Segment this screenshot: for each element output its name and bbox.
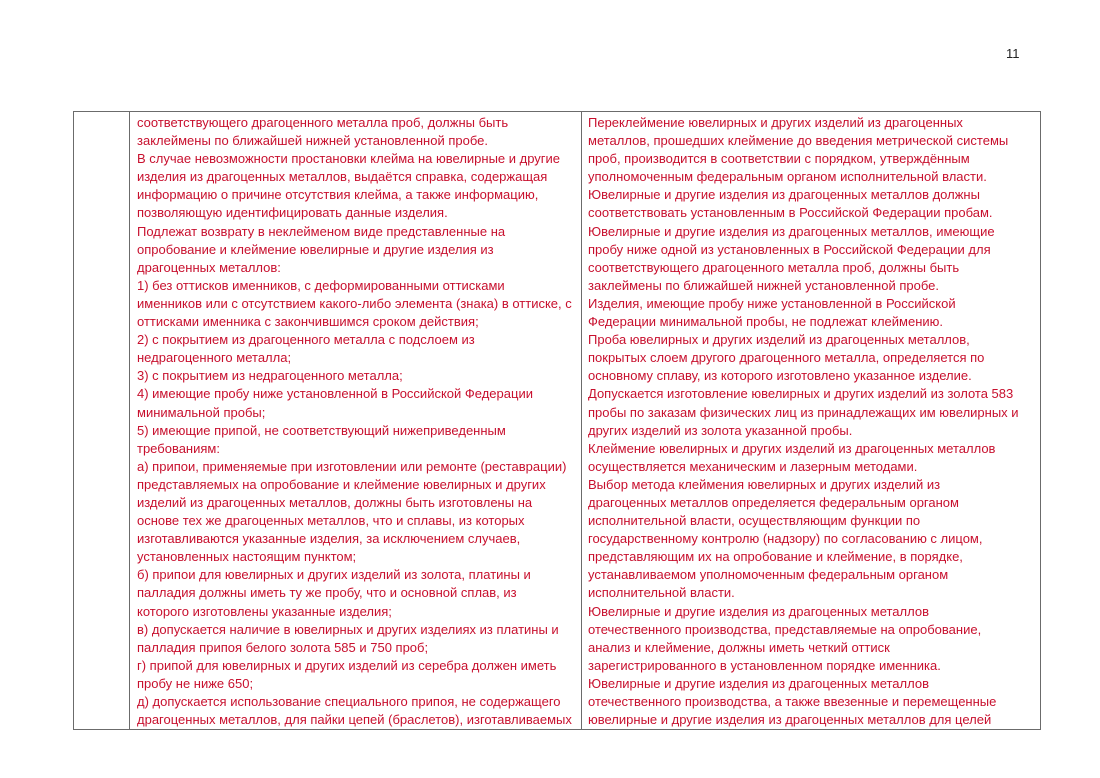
- text-line: Переклеймение ювелирных и других изделий из драгоценных: [588, 115, 963, 130]
- text-line: драгоценных металлов, для пайки цепей (браслетов), изготавливаемых: [137, 712, 572, 728]
- text-line: основе тех же драгоценных металлов, что и сплавы, из которых: [137, 513, 525, 529]
- text-line: представляемых на опробование и клеймение ювелирных и других: [137, 476, 546, 492]
- left-text-cell: [130, 112, 582, 730]
- text-line: металлов, прошедших клеймение до введения метрической системы: [588, 133, 1009, 149]
- text-line: 1) без оттисков именников, с деформированными оттисками: [137, 277, 505, 293]
- text-line: пробу ниже одной из установленных в Российской Федерации для: [588, 241, 991, 257]
- text-line: палладия припоя белого золота 585 и 750 проб;: [137, 639, 429, 655]
- text-line: государственному контролю (надзору) по согласованию с лицом,: [588, 531, 983, 547]
- text-line: покрытых слоем другого драгоценного металла, определяется по: [588, 350, 985, 366]
- text-line: Допускается изготовление ювелирных и других изделий из золота 583: [588, 386, 1014, 402]
- text-line: драгоценных металлов:: [137, 259, 281, 275]
- text-line: палладия должны иметь ту же пробу, что и основной сплав, из: [137, 585, 517, 601]
- text-line: оттисками именника с закончившимся сроком действия;: [137, 314, 479, 330]
- text-line: минимальной пробы;: [137, 404, 266, 420]
- text-line: других изделий из золота указанной пробы.: [588, 422, 853, 438]
- text-line: опробование и клеймение ювелирные и другие изделия из: [137, 241, 494, 257]
- text-line: изделий из драгоценных металлов, должны быть изготовлены на: [137, 494, 533, 510]
- text-line: пробы по заказам физических лиц из принадлежащих им ювелирных и: [588, 404, 1019, 420]
- text-line: анализ и клеймение, должны иметь четкий оттиск: [588, 639, 890, 655]
- text-line: информацию о причине отсутствия клейма, а также информацию,: [137, 187, 539, 203]
- text-line: недрагоценного металла;: [137, 350, 292, 366]
- right-cell-text: [582, 112, 1040, 729]
- text-line: пробу не ниже 650;: [137, 675, 254, 691]
- text-line: а) припои, применяемые при изготовлении или ремонте (реставрации): [137, 458, 567, 474]
- text-line: требованиям:: [137, 440, 220, 456]
- text-line: соответствующего драгоценного металла проб, должны быть: [137, 115, 509, 130]
- text-line: в) допускается наличие в ювелирных и других изделиях из платины и: [137, 621, 559, 637]
- text-line: изделия из драгоценных металлов, выдаётся справка, содержащая: [137, 169, 548, 185]
- text-line: основному сплаву, из которого изготовлено указанное изделие.: [588, 368, 972, 384]
- text-line: Подлежат возврату в неклейменом виде представленные на: [137, 223, 506, 239]
- text-line: изготавливаются указанные изделия, за исключением случаев,: [137, 531, 521, 547]
- text-line: Ювелирные и другие изделия из драгоценных металлов: [588, 675, 929, 691]
- text-line: проб, производится в соответствии с порядком, утверждённым: [588, 151, 970, 167]
- text-line: соответствующего драгоценного металла проб, должны быть: [588, 259, 960, 275]
- text-line: уполномоченным федеральным органом исполнительной власти.: [588, 169, 987, 185]
- text-line: ювелирные и другие изделия из драгоценных металлов для целей: [588, 712, 992, 728]
- text-line: Выбор метода клеймения ювелирных и других изделий из: [588, 476, 941, 492]
- text-line: драгоценных металлов определяется федеральным органом: [588, 494, 959, 510]
- text-line: Ювелирные и другие изделия из драгоценных металлов, имеющие: [588, 223, 995, 239]
- text-line: г) припой для ювелирных и других изделий из серебра должен иметь: [137, 657, 557, 673]
- text-line: 5) имеющие припой, не соответствующий нижеприведенным: [137, 422, 506, 438]
- text-line: отечественного производства, а также ввезенные и перемещенные: [588, 694, 997, 709]
- empty-column-cell: [74, 112, 130, 730]
- document-table: [73, 111, 1041, 730]
- text-line: заклеймены по ближайшей нижней установленной пробе.: [137, 133, 488, 149]
- text-line: заклеймены по ближайшей нижней установленной пробе.: [588, 277, 939, 293]
- text-line: соответствовать установленным в Российской Федерации пробам.: [588, 205, 993, 221]
- text-line: Федерации минимальной пробы, не подлежат клеймению.: [588, 314, 943, 330]
- text-line: представляющим их на опробование и клеймение, в порядке,: [588, 549, 963, 565]
- right-text-cell: [582, 112, 1041, 730]
- text-line: Проба ювелирных и других изделий из драгоценных металлов,: [588, 332, 970, 348]
- text-line: установленных настоящим пунктом;: [137, 549, 357, 565]
- text-line: Ювелирные и другие изделия из драгоценных металлов должны: [588, 187, 980, 203]
- text-line: позволяющую идентифицировать данные изделия.: [137, 205, 448, 221]
- text-line: зарегистрированного в установленном порядке именника.: [588, 657, 941, 673]
- text-line: 4) имеющие пробу ниже установленной в Российской Федерации: [137, 386, 533, 402]
- text-line: именников или с отсутствием какого-либо элемента (знака) в оттиске, с: [137, 295, 572, 311]
- text-line: отечественного производства, представляемые на опробование,: [588, 621, 982, 637]
- text-line: осуществляется механическим и лазерным методами.: [588, 458, 918, 474]
- left-cell-text: [130, 112, 581, 729]
- text-line: Клеймение ювелирных и других изделий из драгоценных металлов: [588, 440, 996, 456]
- text-line: устанавливаемом уполномоченным федеральным органом: [588, 567, 949, 583]
- text-line: б) припои для ювелирных и других изделий из золота, платины и: [137, 567, 531, 583]
- text-line: Ювелирные и другие изделия из драгоценных металлов: [588, 603, 929, 619]
- text-line: д) допускается использование специального припоя, не содержащего: [137, 694, 561, 709]
- table-row: [74, 112, 1041, 730]
- page-number: 11: [1006, 46, 1020, 61]
- text-line: Изделия, имеющие пробу ниже установленной в Российской: [588, 295, 956, 311]
- text-line: В случае невозможности простановки клейма на ювелирные и другие: [137, 151, 561, 167]
- text-line: исполнительной власти.: [588, 585, 735, 601]
- text-line: исполнительной власти, осуществляющим функции по: [588, 513, 921, 529]
- text-line: которого изготовлены указанные изделия;: [137, 603, 392, 619]
- text-line: 3) с покрытием из недрагоценного металла;: [137, 368, 403, 384]
- text-line: 2) с покрытием из драгоценного металла с подслоем из: [137, 332, 475, 348]
